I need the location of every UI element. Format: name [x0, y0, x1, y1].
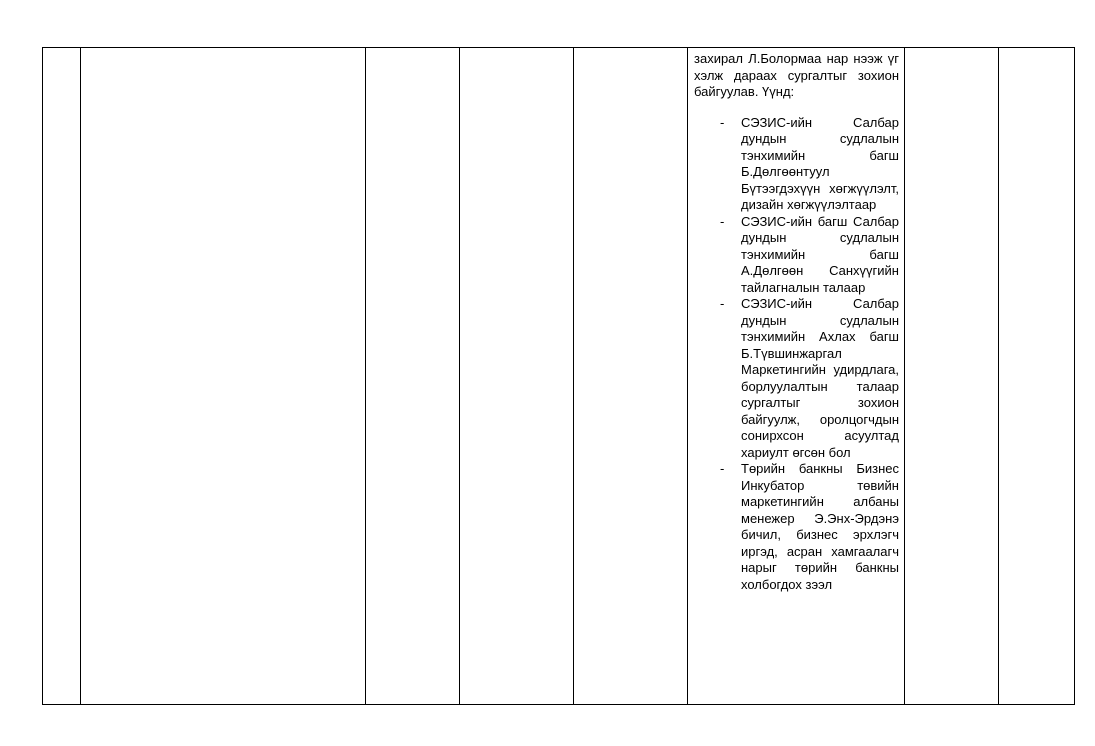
- table-cell-col-3: [366, 48, 460, 705]
- bullet-dash: -: [720, 461, 725, 476]
- table-cell-col-8: [999, 48, 1075, 705]
- list-item: [694, 115, 899, 214]
- intro-paragraph: захирал Л.Болормаа нар нээж үг хэлж дараах сургалтыг зохион байгуулав. Үүнд:: [694, 51, 899, 99]
- table-cell-col-4: [460, 48, 574, 705]
- list-item-text: Төрийн банкны Бизнес Инкубатор төвийн маркетингийн албаны менежер Э.Энх-Эрдэнэ бичил, бизнес эрхлэгч иргэд, асран хамгаалагч нарыг төрийн банкны холбогдох зээл: [741, 461, 899, 592]
- table-cell-description: [688, 48, 905, 705]
- list-item: [694, 461, 899, 593]
- list-item-text: СЭЗИС-ийн багш Салбар дундын судлалын тэнхимийн багш А.Дөлгөөн Санхүүгийн тайлагналын талаар: [741, 213, 899, 295]
- report-table: [42, 47, 1075, 705]
- table-cell-activity: [81, 48, 366, 705]
- table-cell-col-5: [574, 48, 688, 705]
- description-content: [688, 48, 904, 704]
- bullet-dash: -: [720, 213, 725, 229]
- bullet-list: [694, 115, 899, 594]
- table-row: [43, 48, 1075, 705]
- list-item: [694, 214, 899, 297]
- bullet-dash: -: [720, 296, 725, 311]
- list-item-text: СЭЗИС-ийн Салбар дундын судлалын тэнхимийн багш Б.Дөлгөөнтуул Бүтээгдэхүүн хөгжүүлэлт, дизайн хөгжүүлэлтаар: [741, 114, 899, 212]
- list-item-text: СЭЗИС-ийн Салбар дундын судлалын тэнхимийн Ахлах багш Б.Түвшинжаргал Маркетингийн удирдлага, борлуулалтын талаар сургалтыг зохион байгуулж, оролцогчдын сонирхсон асуултад хариулт өгсөн бол: [741, 296, 899, 460]
- bullet-dash: -: [720, 114, 725, 130]
- list-item: [694, 296, 899, 461]
- table-cell-index: [43, 48, 81, 705]
- table-cell-col-7: [905, 48, 999, 705]
